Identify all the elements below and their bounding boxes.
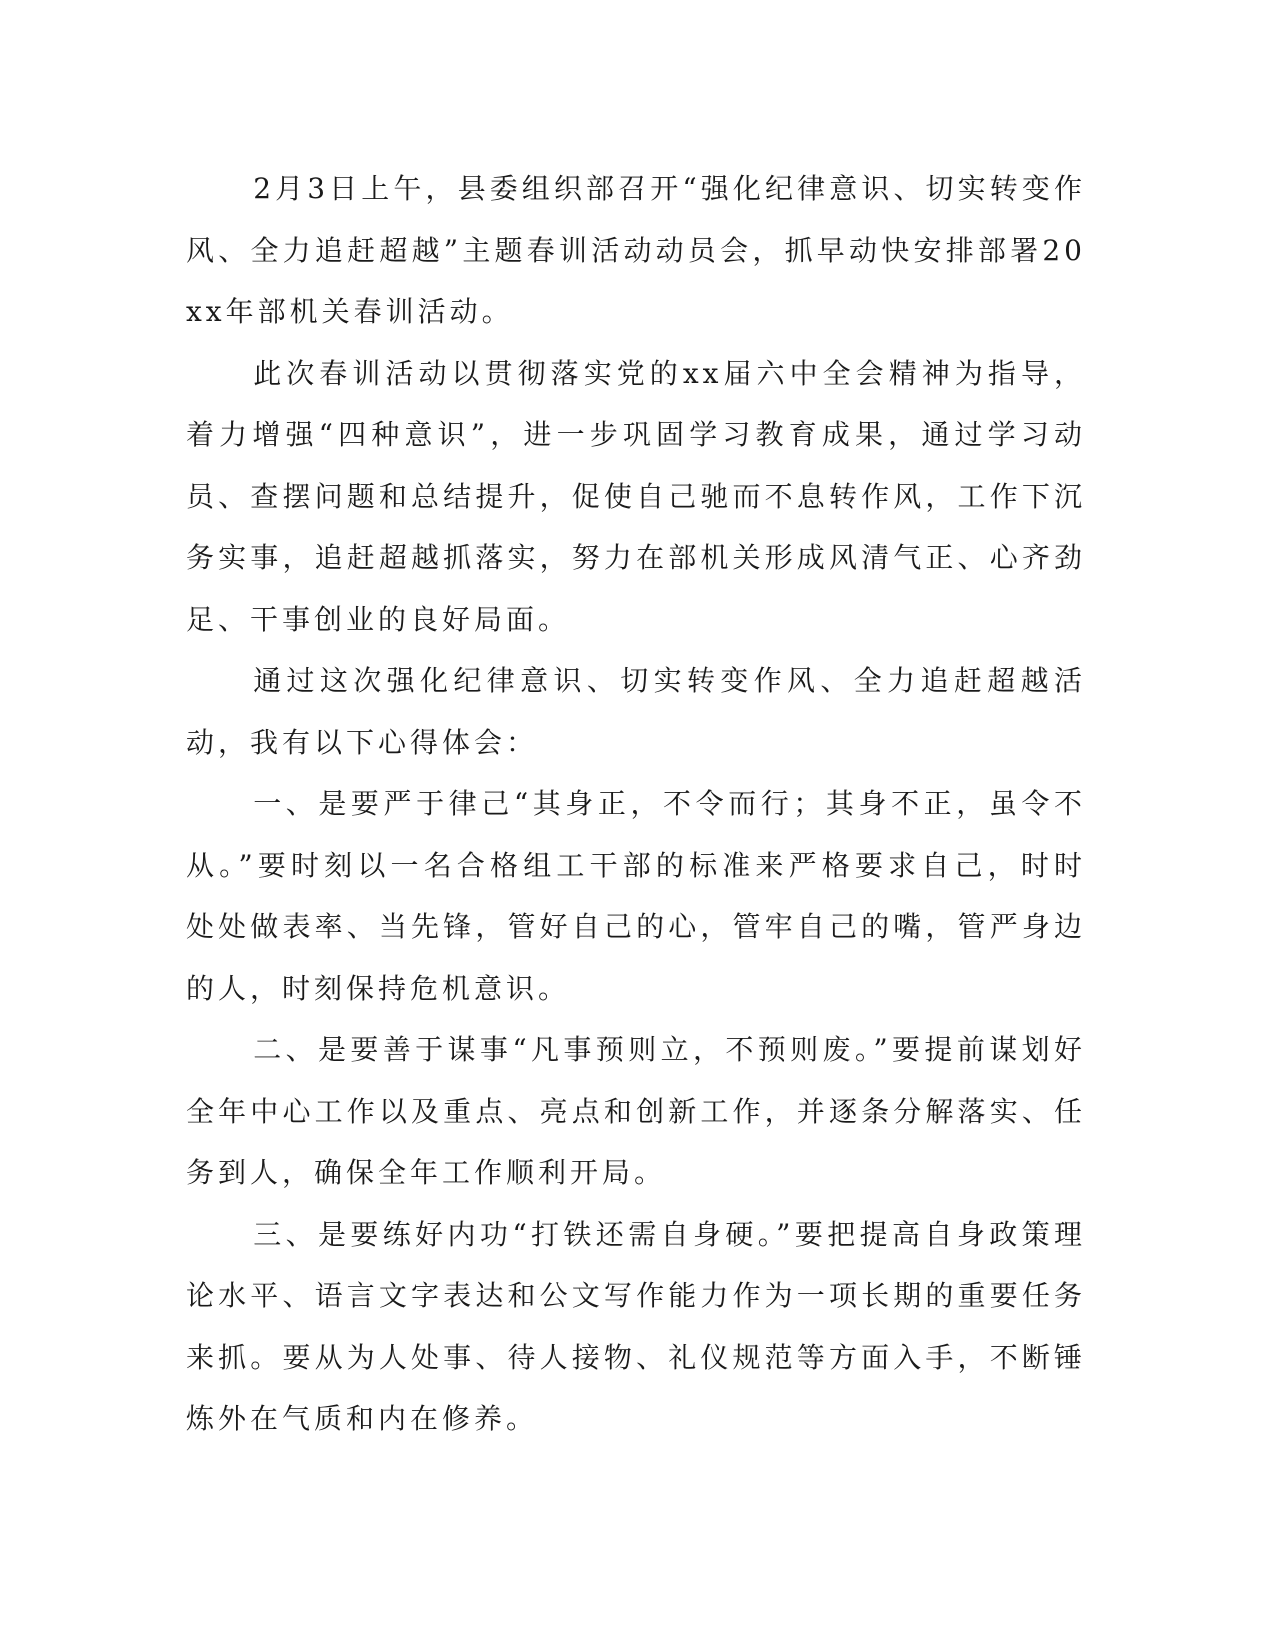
- document-body: [186, 158, 1086, 1450]
- paragraph-meeting-intro: 2月3日上午，县委组织部召开“强化纪律意识、切实转变作风、全力追赶超越”主题春训活动动员会，抓早动快安排部署20xx年部机关春训活动。: [186, 172, 1086, 328]
- paragraph-point-two: 二、是要善于谋事“凡事预则立，不预则废。”要提前谋划好全年中心工作以及重点、亮点和创新工作，并逐条分解落实、任务到人，确保全年工作顺利开局。: [186, 1033, 1086, 1189]
- paragraph-point-one: 一、是要严于律己“其身正，不令而行；其身不正，虽令不从。”要时刻以一名合格组工干部的标准来严格要求自己，时时处处做表率、当先锋，管好自己的心，管牢自己的嘴，管严身边的人，时刻保持危机意识。: [186, 787, 1086, 1005]
- paragraph-activity-purpose: 此次春训活动以贯彻落实党的xx届六中全会精神为指导，着力增强“四种意识”，进一步巩固学习教育成果，通过学习动员、查摆问题和总结提升，促使自己驰而不息转作风，工作下沉务实事，追赶超越抓落实，努力在部机关形成风清气正、心齐劲足、干事创业的良好局面。: [186, 356, 1086, 636]
- paragraph-experience-intro: 通过这次强化纪律意识、切实转变作风、全力追赶超越活动，我有以下心得体会：: [186, 664, 1086, 759]
- paragraph-point-three: 三、是要练好内功“打铁还需自身硬。”要把提高自身政策理论水平、语言文字表达和公文写作能力作为一项长期的重要任务来抓。要从为人处事、待人接物、礼仪规范等方面入手，不断锤炼外在气质和内在修养。: [186, 1217, 1086, 1435]
